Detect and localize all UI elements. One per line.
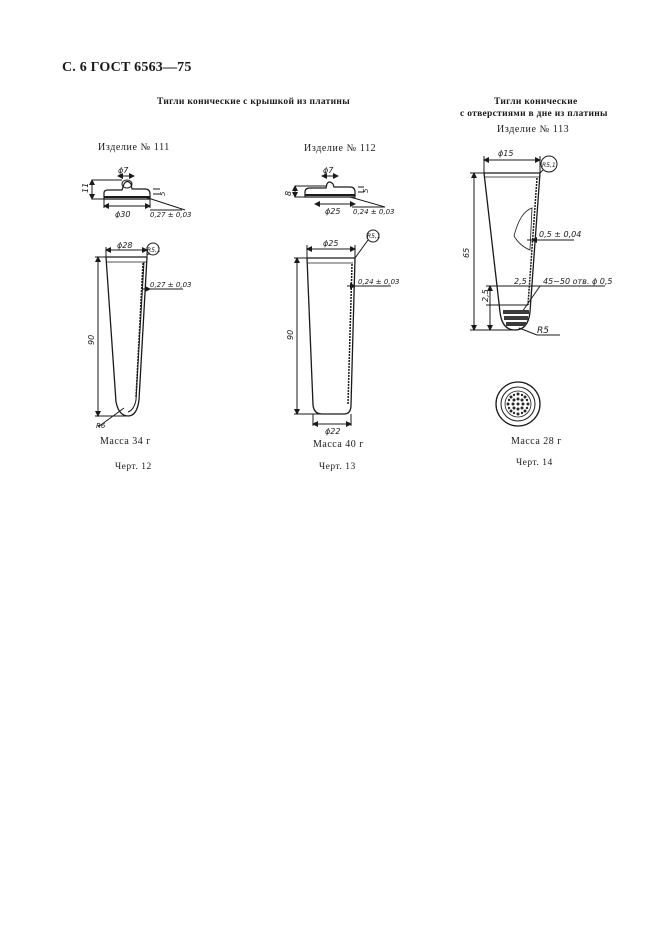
figure-14-caption: Черт. 14 [516,458,553,468]
dim-111-lid-step: 5 [159,191,167,196]
page-header: С. 6 ГОСТ 6563—75 [62,60,192,75]
dim-111-top-dia: ϕ28 [117,241,133,250]
dim-113-holes: 45−50 отв. ϕ 0,5 [543,277,613,286]
dim-113-radius-top: R5,1 [542,162,556,169]
section-b-title-line2: с отверстиями в дне из платины [460,109,608,119]
dim-113-wall: 0,5 ± 0,04 [539,230,582,239]
product-111-label: Изделие № 111 [98,142,170,153]
figure-13-caption: Черт. 13 [319,462,356,472]
drawing-113-bottom-view [496,382,540,426]
drawing-111-lid [92,176,185,210]
dim-111-radius-top: R5,1 [147,247,161,254]
dim-111-radius-bottom: R6 [96,422,106,430]
drawing-111-crucible [95,243,183,427]
drawing-113-hole-pattern-side [503,310,529,326]
dim-112-lid-thick: 0,24 ± 0,03 [353,208,395,216]
product-113-label: Изделие № 113 [497,124,570,135]
dim-112-height: 90 [286,329,295,340]
figure-12-caption: Черт. 12 [115,462,152,472]
section-b-title-line1: Тигли конические [494,97,578,107]
drawing-112-lid [295,176,385,207]
dim-113-step-a: 2,5 [481,289,490,302]
dim-111-wall: 0,27 ± 0,03 [150,281,192,289]
dim-112-bottom-dia: ϕ22 [325,427,341,436]
product-112-label: Изделие № 112 [304,143,377,154]
dim-112-lid-h: 8 [284,190,293,196]
dim-112-lid-base: ϕ25 [325,207,341,216]
section-a-title: Тигли конические с крышкой из платины [157,97,350,107]
mass-111: Масса 34 г [100,436,151,447]
dim-112-wall: 0,24 ± 0,03 [358,278,400,286]
dim-111-lid-dia: ϕ7 [118,166,129,175]
dim-111-lid-thick: 0,27 ± 0,03 [150,211,192,219]
drawing-112-crucible [294,230,391,426]
dim-112-lid-dia: ϕ7 [323,166,334,175]
dim-113-top-dia: ϕ15 [498,149,514,158]
dim-111-lid-base: ϕ30 [115,210,131,219]
dim-111-lid-h: 11 [81,182,90,193]
dim-113-height: 65 [462,247,471,258]
drawing-113-crucible [470,156,605,335]
dim-112-radius-top: R5,1 [367,233,381,240]
dim-113-radius-bottom: R5 [537,326,549,336]
mass-113: Масса 28 г [511,436,562,447]
mass-112: Масса 40 г [313,439,364,450]
dim-113-step-b: 2,5 [514,277,527,286]
dim-112-lid-step: 5 [362,188,370,193]
dim-111-height: 90 [87,334,96,345]
dim-112-top-dia: ϕ25 [323,239,339,248]
